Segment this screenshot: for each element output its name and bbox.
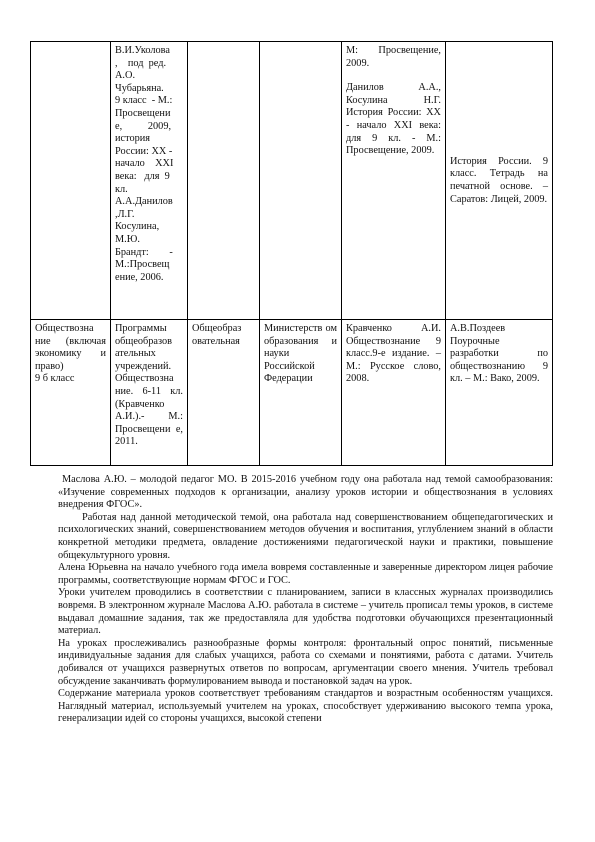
program-line: М.Ю.	[115, 233, 140, 245]
textbook-publisher-text: М: Просвещение, 2009.	[346, 45, 441, 69]
program-line: начало XXI	[115, 158, 174, 170]
approval-text: Министерств ом образования и науки Российской Федерации	[264, 323, 337, 385]
subject-text: Обществозна ние (включая экономику и право)	[35, 323, 106, 372]
materials-author-text: А.В.Поздеев	[450, 323, 506, 334]
type-text: Общеобраз овательная	[192, 323, 242, 347]
program-line: Брандт: -	[115, 246, 173, 258]
program-line: Косулина,	[115, 221, 160, 233]
paragraph: Маслова А.Ю. – молодой педагог МО. В 2015-2016 учебном году она работала над темой самообразования: «Изучение современных подходов к организации, анализу уроков истории и обществознания в условиях внедрения ФГОС».	[58, 474, 553, 511]
materials-text: История России. 9 класс. Тетрадь на печатной основе. – Саратов: Лицей, 2009.	[450, 155, 548, 205]
textbook-text: Кравченко А.И. Обществознание 9 класс.9-е издание. – М.: Русское слово, 2008.	[346, 323, 441, 385]
table-cell-subject	[31, 320, 111, 466]
program-line: е, 2009,	[115, 120, 172, 132]
paragraph: На уроках прослеживались разнообразные формы контроля: фронтальный опрос понятий, письменные индивидуальные задания для слабых учащихся, работа со схемами и понятиями, работа с датами. Учитель добивался от учащихся развернутых ответов по вопросам, аргументации своего мнения. Учитель требовал обсуждение заканчивать формулированием вывода и постановкой задач на урок.	[58, 637, 553, 687]
paragraph: Содержание материала уроков соответствует требованиям стандартов и возрастным особенностям учащихся. Наглядный материал, используемый учителем на уроках, способствует удерживанию высокого темпа урока, генерализации идей со стороны учащихся, высокой степени	[58, 688, 553, 725]
program-line: М.:Просвещ	[115, 259, 170, 271]
paragraph: Уроки учителем проводились в соответствии с планированием, записи в классных журналах производились вовремя. В электронном журнале Маслова А.Ю. работала в системе – учитель прописал темы уроков, в системе выдавал домашние задания, так же предоставляла для удобства подготовки обучающихся презентационный материал.	[58, 587, 553, 637]
program-line: ,Л.Г.	[115, 208, 135, 220]
program-line: Просвещени	[115, 107, 171, 119]
table-cell-type	[188, 42, 260, 320]
table-cell-textbook	[342, 320, 446, 466]
curriculum-table	[30, 41, 553, 466]
table-cell-approval	[260, 320, 342, 466]
paragraph: Алена Юрьевна на начало учебного года имела вовремя составленные и заверенные директором лицея рабочие программы, соответствующие нормам ФГОС и ГОС.	[58, 562, 553, 586]
table-cell-subject	[31, 42, 111, 320]
report-text	[58, 474, 553, 726]
program-line: России: XX -	[115, 145, 173, 157]
table-cell-program	[111, 42, 188, 320]
program-line: А.А.Данилов	[115, 196, 173, 208]
table-cell-program	[111, 320, 188, 466]
table-cell-materials	[446, 42, 553, 320]
program-line: , под ред.	[115, 57, 167, 69]
table-cell-approval	[260, 42, 342, 320]
program-line: В.И.Уколова	[115, 45, 170, 56]
program-line: века: для 9	[115, 170, 170, 182]
table-cell-type	[188, 320, 260, 466]
program-line: 9 класс - М.:	[115, 95, 173, 107]
table-row	[31, 320, 553, 466]
program-line: история	[115, 133, 150, 145]
table-row	[31, 42, 553, 320]
grade-text: 9 б класс	[35, 373, 75, 385]
materials-text: Поурочные разработки по обществознанию 9 кл. – М.: Вако, 2009.	[450, 335, 548, 385]
table-cell-materials	[446, 320, 553, 466]
table-cell-textbook	[342, 42, 446, 320]
paragraph: Работая над данной методической темой, она работала над совершенствованием общепедагогических и психологических знаний, совершенствованием методов обучения и воспитания, углублением знаний в области конкретной методики предмета, овладение достижениями педагогической науки и практики, повышение общекультурного уровня.	[58, 511, 553, 561]
textbook-text: Данилов А.А., Косулина Н.Г. История России: XX - начало XXI века: для 9 кл. - М.: Просвещение, 2009.	[346, 82, 441, 157]
program-line: Чубарьяна.	[115, 82, 164, 94]
program-line: кл.	[115, 183, 128, 195]
program-text: Программы общеобразов ательных учреждений. Обществозна ние. 6-11 кл. (Кравченко А.И.).- М.: Просвещени е, 2011.	[115, 323, 183, 448]
program-line: ение, 2006.	[115, 271, 164, 283]
program-line: А.О.	[115, 70, 136, 82]
